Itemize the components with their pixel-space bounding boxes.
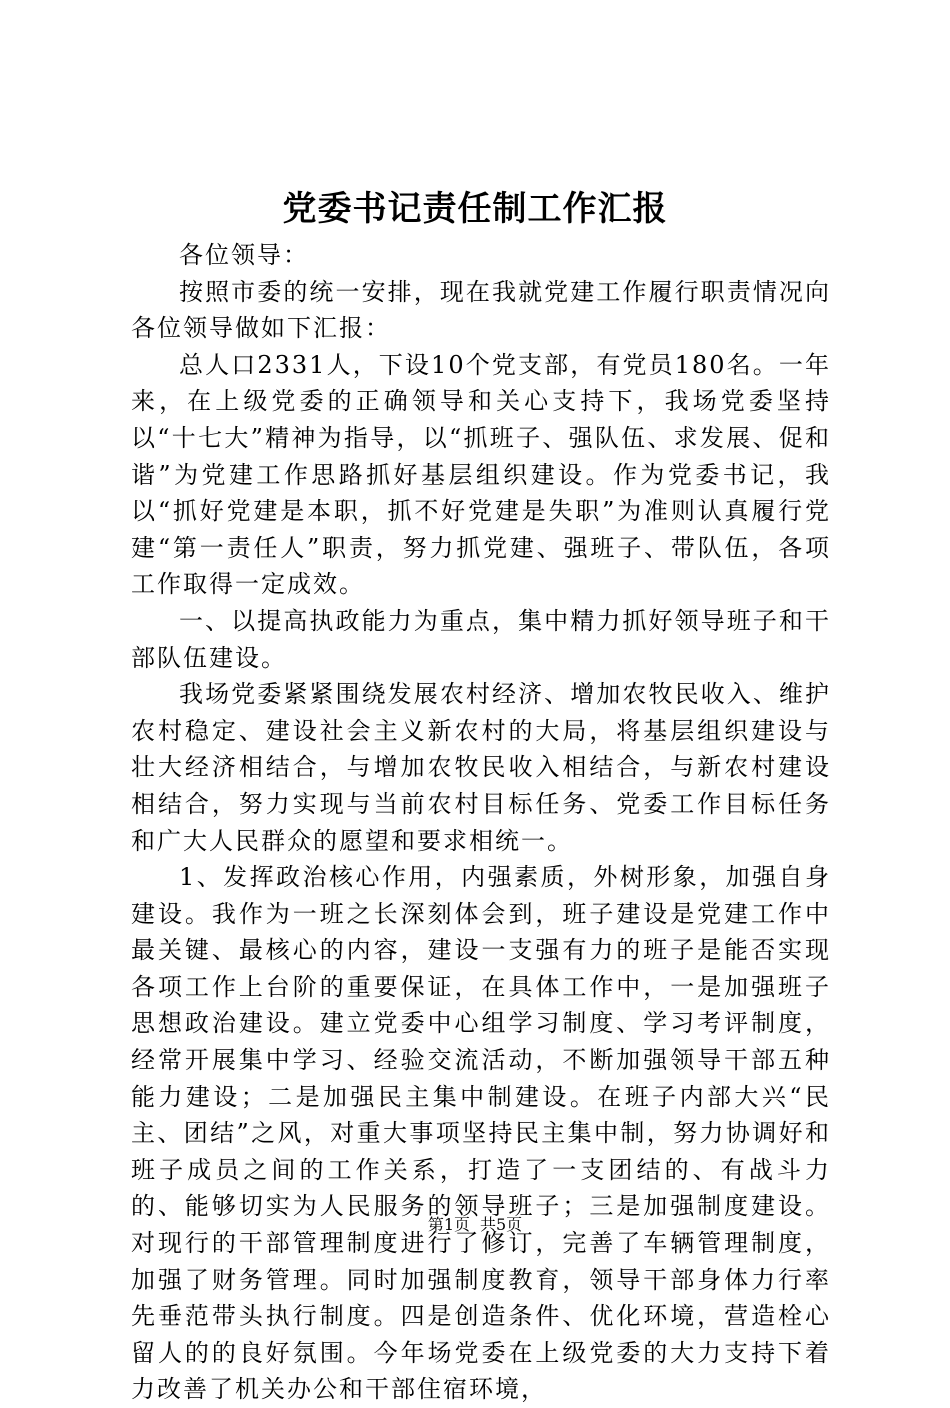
- page-footer: [0, 1214, 950, 1236]
- body-paragraph: 1、发挥政治核心作用，内强素质，外树形象，加强自身建设。我作为一班之长深刻体会到，班子建设是党建工作中最关键、最核心的内容，建设一支强有力的班子是能否实现各项工作上台阶的重要保证，在具体工作中，一是加强班子思想政治建设。建立党委中心组学习制度、学习考评制度，经常开展集中学习、经验交流活动，不断加强领导干部五种能力建设；二是加强民主集中制建设。在班子内部大兴“民主、团结”之风，对重大事项坚持民主集中制，努力协调好和班子成员之间的工作关系，打造了一支团结的、有战斗力的、能够切实为人民服务的领导班子；三是加强制度建设。对现行的干部管理制度进行了修订，完善了车辆管理制度，加强了财务管理。同时加强制度教育，领导干部身体力行率先垂范带头执行制度。四是创造条件、优化环境，营造栓心留人的的良好氛围。今年场党委在上级党委的大力支持下着力改善了机关办公和干部住宿环境，: [131, 863, 831, 1404]
- page-total: 共5页: [480, 1215, 523, 1234]
- body-paragraph: 我场党委紧紧围绕发展农村经济、增加农牧民收入、维护农村稳定、建设社会主义新农村的大局，将基层组织建设与壮大经济相结合，与增加农牧民收入相结合，与新农村建设相结合，努力实现与当前农村目标任务、党委工作目标任务和广大人民群众的愿望和要求相统一。: [131, 680, 831, 855]
- page-number: 第1页: [427, 1215, 470, 1234]
- salutation: 各位领导：: [179, 241, 309, 269]
- section-heading: 一、以提高执政能力为重点，集中精力抓好领导班子和干部队伍建设。: [131, 606, 831, 672]
- body-paragraph: 按照市委的统一安排，现在我就党建工作履行职责情况向各位领导做如下汇报：: [131, 277, 831, 343]
- document-title: 党委书记责任制工作汇报: [282, 189, 668, 229]
- body-paragraph: 总人口2331人，下设10个党支部，有党员180名。一年来，在上级党委的正确领导和关心支持下，我场党委坚持以“十七大”精神为指导，以“抓班子、强队伍、求发展、促和谐”为党建工作思路抓好基层组织建设。作为党委书记，我以“抓好党建是本职，抓不好党建是失职”为准则认真履行党建“第一责任人”职责，努力抓党建、强班子、带队伍，各项工作取得一定成效。: [131, 350, 831, 599]
